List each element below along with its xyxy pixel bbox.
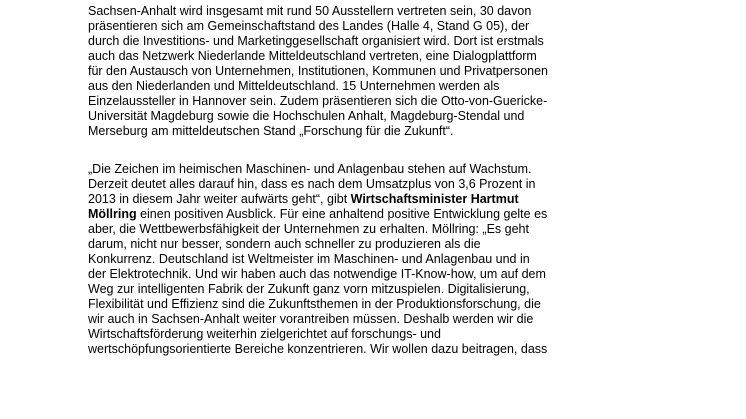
minister-name-bold: Wirtschaftsminister Hartmut bbox=[350, 192, 519, 206]
paragraph-1-line: Universität Magdeburg sowie die Hochschulen Anhalt, Magdeburg-Stendal und bbox=[88, 109, 525, 123]
paragraph-2-line: aber, die Wettbewerbsfähigkeit der Unternehmen zu erhalten. Möllring: „Es geht bbox=[88, 222, 529, 236]
paragraph-2-line: der Elektrotechnik. Und wir haben auch das notwendige IT-Know-how, um auf dem bbox=[88, 267, 546, 281]
paragraph-1-line: präsentieren sich am Gemeinschaftstand des Landes (Halle 4, Stand G 05), der bbox=[88, 19, 530, 33]
paragraph-2-text: 2013 in diesem Jahr weiter aufwärts geht“, gibt bbox=[88, 192, 351, 206]
paragraph-1-line: Merseburg am mitteldeutschen Stand „Forschung für die Zukunft“. bbox=[88, 124, 454, 138]
paragraph-2-text: einen positiven Ausblick. Für eine anhaltend positive Entwicklung gelte es bbox=[136, 207, 548, 221]
paragraph-2-line: Wirtschaftsförderung weiterhin zielgerichtet auf forschungs- und bbox=[88, 327, 441, 341]
minister-name-bold: Möllring bbox=[88, 207, 137, 221]
paragraph-1-line: Sachsen-Anhalt wird insgesamt mit rund 50 Ausstellern vertreten sein, 30 davon bbox=[88, 4, 532, 18]
paragraph-2-line: Weg zur intelligenten Fabrik der Zukunft ganz vorn mitzuspielen. Digitalisierung, bbox=[88, 282, 530, 296]
paragraph-2-line bbox=[88, 192, 519, 207]
paragraph-1-line: Einzelaussteller in Hannover sein. Zudem präsentieren sich die Otto-von-Guericke- bbox=[88, 94, 548, 108]
paragraph-2-line: darum, nicht nur besser, sondern auch schneller zu produzieren als die bbox=[88, 237, 481, 251]
paragraph-2-line: Flexibilität und Effizienz sind die Zukunftsthemen in der Produktionsforschung, die bbox=[88, 297, 541, 311]
paragraph-2-line bbox=[88, 207, 547, 222]
paragraph-1-line: aus den Niederlanden und Mitteldeutschland. 15 Unternehmen werden als bbox=[88, 79, 500, 93]
paragraph-2-line: „Die Zeichen im heimischen Maschinen- und Anlagenbau stehen auf Wachstum. bbox=[88, 162, 532, 176]
paragraph-2-line: wir auch in Sachsen-Anhalt weiter vorantreiben müssen. Deshalb werden wir die bbox=[88, 312, 534, 326]
paragraph-1-line: auch das Netzwerk Niederlande Mitteldeutschland vertreten, eine Dialogplattform bbox=[88, 49, 537, 63]
paragraph-2-line: Konkurrenz. Deutschland ist Weltmeister im Maschinen- und Anlagenbau und in bbox=[88, 252, 530, 266]
paragraph-2-line: Derzeit deutet alles darauf hin, dass es nach dem Umsatzplus von 3,6 Prozent in bbox=[88, 177, 536, 191]
paragraph-1-line: durch die Investitions- und Marketinggesellschaft organisiert wird. Dort ist erstmals bbox=[88, 34, 544, 48]
paragraph-2-line: wertschöpfungsorientierte Bereiche konzentrieren. Wir wollen dazu beitragen, dass bbox=[88, 342, 548, 356]
paragraph-1-line: für den Austausch von Unternehmen, Institutionen, Kommunen und Privatpersonen bbox=[88, 64, 549, 78]
